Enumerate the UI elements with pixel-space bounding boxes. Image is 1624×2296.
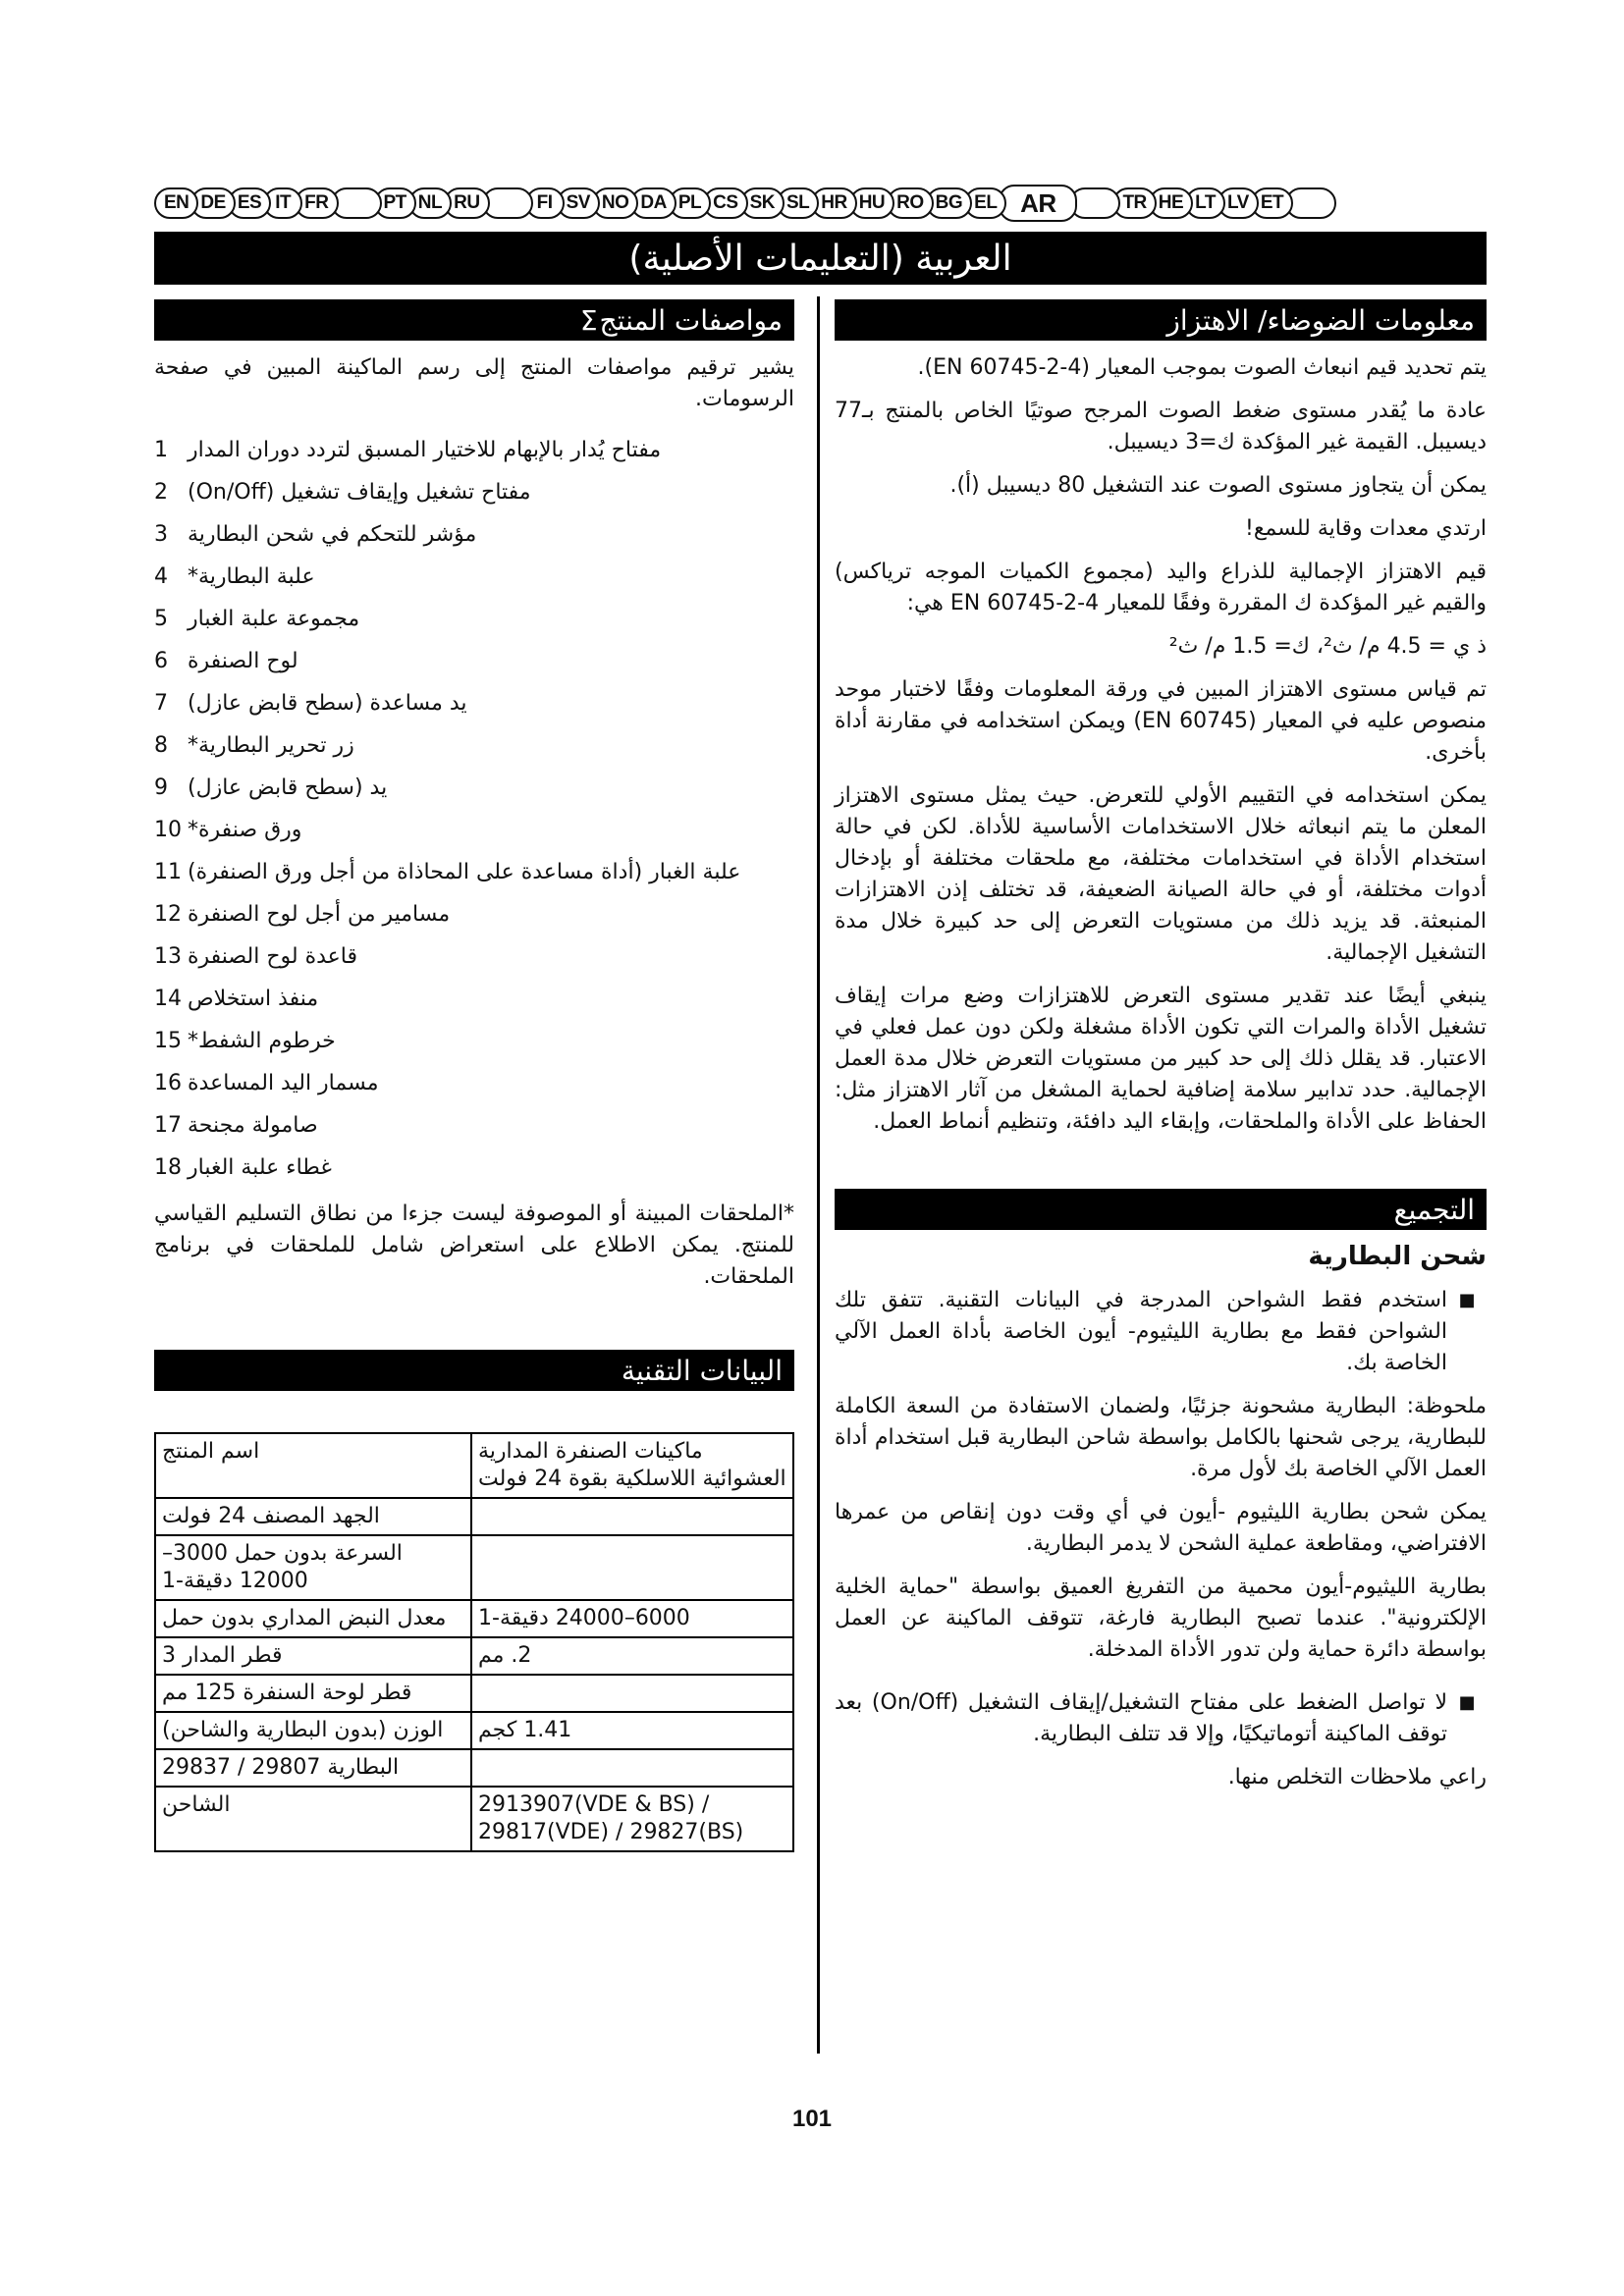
- bullet-square-icon: ■: [1458, 1290, 1476, 1310]
- assembly-heading: التجميع: [835, 1189, 1487, 1230]
- list-item-label: ورق صنفرة*: [188, 818, 302, 842]
- list-item: [154, 640, 794, 682]
- table-row: [155, 1637, 793, 1675]
- product-spec-intro: يشير ترقيم مواصفات المنتج إلى رسم الماكينة المبين في صفحة الرسومات.: [154, 355, 794, 411]
- language-tab-et: ET: [1251, 187, 1293, 219]
- product-spec-heading: مواصفات المنتج Σ: [154, 299, 794, 341]
- list-item-number: 6: [154, 649, 168, 673]
- list-item-number: 3: [154, 522, 168, 547]
- language-tab-no: NO: [592, 187, 639, 219]
- table-cell-label: الشاحن: [155, 1787, 471, 1851]
- language-tab-el: EL: [964, 187, 1006, 219]
- list-item-label: مفتاح يُدار بالإبهام للاختيار المسبق لتردد دوران المدار: [188, 438, 662, 462]
- language-tab-ro: RO: [887, 187, 934, 219]
- list-item: [154, 682, 794, 724]
- bullet-square-icon: ■: [1458, 1692, 1476, 1713]
- language-tab-he: HE: [1149, 187, 1193, 219]
- list-item-number: 5: [154, 607, 168, 631]
- list-item-number: 14: [154, 987, 182, 1011]
- table-cell-value: 2. مم: [471, 1637, 793, 1675]
- noise-paragraph: يتم تحديد قيم انبعاث الصوت بموجب المعيار (EN 60745-2-4).: [917, 355, 1487, 380]
- table-cell-label: الجهد المصنف 24 فولت: [155, 1498, 471, 1535]
- language-tab-fr: FR: [295, 187, 338, 219]
- table-cell-value: 6000–24000 دقيقة-1: [471, 1600, 793, 1637]
- noise-paragraph: ينبغي أيضًا عند تقدير مستوى التعرض للاهتزازات وضع مرات إيقاف تشغيل الأداة والمرات التي تكون الأداة مشغلة ولكن دون عمل فعلي في الاعتبار. قد يقلل ذلك إلى حد كبير من مستويات التعرض خلال مدة العمل الإجمالية. حدد تدابير سلامة إضافية لحماية المشغل من آثار الاهتزاز مثل: الحفاظ على الأداة والملحقات، وإبقاء اليد دافئة، وتنظيم أنماط العمل.: [835, 984, 1487, 1134]
- language-tab-strip: [154, 184, 1485, 223]
- language-tab-bg: BG: [926, 187, 973, 219]
- language-tab-sl: SL: [777, 187, 819, 219]
- list-item-label: يد (سطح قابض عازل): [188, 775, 388, 800]
- noise-paragraph: تم قياس مستوى الاهتزاز المبين في ورقة المعلومات وفقًا لاختبار موحد منصوص عليه في المعيار (EN 60745) ويمكن استخدامه في مقارنة أداة بأخرى.: [835, 677, 1487, 765]
- list-item: [154, 471, 794, 513]
- list-item-number: 2: [154, 480, 168, 505]
- list-item: [154, 935, 794, 978]
- language-tab-hr: HR: [811, 187, 856, 219]
- list-item: [154, 429, 794, 471]
- language-tab-lv: LV: [1218, 187, 1259, 219]
- language-tab-tr: TR: [1112, 187, 1156, 219]
- language-tab-lt: LT: [1185, 187, 1225, 219]
- list-item: [154, 598, 794, 640]
- list-item-label: غطاء علبة الغبار: [188, 1155, 332, 1180]
- language-tab-cs: CS: [703, 187, 747, 219]
- noise-paragraph: ارتدي معدات وقاية للسمع!: [1245, 516, 1487, 541]
- accessories-footnote: *الملحقات المبينة أو الموصوفة ليست جزءا من نطاق التسليم القياسي للمنتج. يمكن الاطلاع على استعراض شامل للملحقات في برنامج الملحقات.: [154, 1201, 794, 1289]
- list-item-label: علبة البطارية*: [188, 564, 315, 589]
- noise-paragraph: ذ ي = 4.5 م/ ث²، ك= 1.5 م/ ث²: [1168, 634, 1487, 659]
- list-item-number: 7: [154, 691, 168, 716]
- table-cell-value: 1.41 كجم: [471, 1712, 793, 1749]
- list-item: [154, 978, 794, 1020]
- list-item-label: صامولة مجنحة: [188, 1113, 318, 1138]
- table-cell-label: قطر المدار 3: [155, 1637, 471, 1675]
- list-item-label: قاعدة لوح الصنفرة: [188, 944, 358, 969]
- list-item-number: 4: [154, 564, 168, 589]
- table-cell-value: 2913907(VDE & BS) / 29817(VDE) / 29827(BS): [471, 1787, 793, 1851]
- language-tab-it: IT: [263, 187, 302, 219]
- table-cell-label: الوزن (بدون البطارية والشاحن): [155, 1712, 471, 1749]
- list-item-number: 13: [154, 944, 182, 969]
- list-item: [154, 767, 794, 809]
- noise-paragraph: عادة ما يُقدر مستوى ضغط الصوت المرجح صوتيًا الخاص بالمنتج بـ77 ديسيبل. القيمة غير المؤكدة ك=3 ديسيبل.: [835, 399, 1487, 454]
- language-tab-hu: HU: [849, 187, 894, 219]
- language-tab-sv: SV: [557, 187, 600, 219]
- list-item: [154, 556, 794, 598]
- list-item: [154, 513, 794, 556]
- right-column: [835, 299, 1487, 1793]
- list-item-label: لوح الصنفرة: [188, 649, 298, 673]
- list-item-number: 8: [154, 733, 168, 758]
- list-item: [154, 1147, 794, 1189]
- list-item-number: 17: [154, 1113, 182, 1138]
- list-item-label: مفتاح تشغيل وإيقاف تشغيل (On/Off): [188, 480, 531, 505]
- page-number: 101: [791, 2106, 833, 2132]
- language-tab-sk: SK: [740, 187, 785, 219]
- table-cell-label: السرعة بدون حمل 3000–12000 دقيقة-1: [155, 1535, 471, 1600]
- table-cell-value: [471, 1498, 793, 1535]
- list-item-label: مجموعة علبة الغبار: [188, 607, 360, 631]
- table-row: [155, 1498, 793, 1535]
- list-item-label: يد مساعدة (سطح قابض عازل): [188, 691, 467, 716]
- assembly-note: ملحوظة: البطارية مشحونة جزئيًا، ولضمان الاستفادة من السعة الكاملة للبطارية، يرجى شحنها بالكامل بواسطة شاحن البطارية قبل استخدام أداة العمل الآلي الخاصة بك لأول مرة.: [835, 1394, 1487, 1481]
- list-item: [154, 1104, 794, 1147]
- list-item: [154, 809, 794, 851]
- list-item-label: علبة الغبار (أداة مساعدة على المحاذاة من أجل ورق الصنفرة): [188, 860, 741, 884]
- noise-paragraph: قيم الاهتزاز الإجمالية للذراع واليد (مجموع الكميات الموجه ترياكس) والقيم غير المؤكدة ك المقررة وفقًا للمعيار EN 60745-2-4 هي:: [835, 560, 1487, 615]
- list-item-label: خرطوم الشفط*: [188, 1029, 336, 1053]
- noise-paragraphs: [835, 352, 1487, 1138]
- list-item-number: 1: [154, 438, 168, 462]
- list-item-number: 10: [154, 818, 182, 842]
- table-row: [155, 1675, 793, 1712]
- list-item-label: مؤشر للتحكم في شحن البطارية: [188, 522, 477, 547]
- assembly-paragraph: بطارية الليثيوم-أيون محمية من التفريغ العميق بواسطة "حماية الخلية الإلكترونية". عندما تصبح البطارية فارغة، تتوقف الماكينة عن العمل بواسطة دائرة حماية ولن تدور الأداة المدخلة.: [835, 1575, 1487, 1662]
- page-title: العربية (التعليمات الأصلية): [154, 232, 1487, 285]
- table-row: [155, 1712, 793, 1749]
- column-divider: [817, 296, 820, 2054]
- table-row: [155, 1535, 793, 1600]
- table-row: [155, 1787, 793, 1851]
- list-item: [154, 1062, 794, 1104]
- noise-paragraph: يمكن استخدامه في التقييم الأولي للتعرض. حيث يمثل مستوى الاهتزاز المعلن ما يتم انبعاثه خلال الاستخدامات الأساسية للأداة. لكن في حالة استخدام الأداة في استخدامات مختلفة، مع ملحقات مختلفة أو بإدخال أدوات مختلفة، أو في حالة الصيانة الضعيفة، قد تختلف إذن الاهتزازات المنبعثة. قد يزيد ذلك من مستويات التعرض إلى حد كبيرة خلال مدة التشغيل الإجمالية.: [835, 783, 1487, 965]
- language-tab-nl: NL: [408, 187, 452, 219]
- list-item-number: 18: [154, 1155, 182, 1180]
- table-cell-label: معدل النبض المداري بدون حمل: [155, 1600, 471, 1637]
- parts-list: [154, 429, 794, 1189]
- left-column: [154, 299, 794, 1852]
- noise-paragraph: يمكن أن يتجاوز مستوى الصوت عند التشغيل 80 ديسيبل (أ).: [949, 473, 1487, 498]
- technical-data-heading: البيانات التقنية: [154, 1350, 794, 1391]
- table-cell-label: اسم المنتج: [155, 1433, 471, 1498]
- table-cell-label: البطارية 29807 / 29837: [155, 1749, 471, 1787]
- list-item-number: 15: [154, 1029, 182, 1053]
- language-tab-da: DA: [630, 187, 676, 219]
- table-cell-label: قطر لوحة السنفرة 125 مم: [155, 1675, 471, 1712]
- battery-charging-subheading: شحن البطارية: [1308, 1242, 1487, 1271]
- table-row: [155, 1749, 793, 1787]
- language-tab-pt: PT: [374, 187, 416, 219]
- list-item: [154, 893, 794, 935]
- assembly-paragraph: راعي ملاحظات التخلص منها.: [1227, 1765, 1487, 1789]
- language-tab-fi: FI: [525, 187, 565, 219]
- list-item-number: 16: [154, 1071, 182, 1095]
- language-tab-es: ES: [228, 187, 271, 219]
- list-item: [154, 1020, 794, 1062]
- list-item-number: 9: [154, 775, 168, 800]
- language-tab-ar: AR: [999, 185, 1077, 222]
- table-cell-value: [471, 1675, 793, 1712]
- table-cell-value: [471, 1535, 793, 1600]
- language-tab-ru: RU: [444, 187, 489, 219]
- list-item-number: 11: [154, 860, 182, 884]
- list-item-label: زر تحرير البطارية*: [188, 733, 354, 758]
- table-row: [155, 1600, 793, 1637]
- table-cell-value: ماكينات الصنفرة المدارية العشوائية اللاسلكية بقوة 24 فولت: [471, 1433, 793, 1498]
- language-tab-pl: PL: [669, 187, 711, 219]
- language-tab-en: EN: [154, 187, 198, 219]
- technical-data-table: [154, 1432, 794, 1852]
- table-row: [155, 1433, 793, 1498]
- language-tab-de: DE: [190, 187, 235, 219]
- noise-heading: معلومات الضوضاء/ الاهتزاز: [835, 299, 1487, 341]
- assembly-paragraph: يمكن شحن بطارية الليثيوم -أيون في أي وقت دون إنقاص من عمرها الافتراضي، ومقاطعة عملية الشحن لا يدمر البطارية.: [835, 1500, 1487, 1556]
- list-item-label: مسامير من أجل لوح الصنفرة: [188, 902, 451, 927]
- bullet-item: ■ لا تواصل الضغط على مفتاح التشغيل/إيقاف التشغيل (On/Off) بعد توقف الماكينة أتوماتيكيًا، وإلا قد تتلف البطارية.: [835, 1687, 1487, 1750]
- list-item-label: مسمار اليد المساعدة: [188, 1071, 379, 1095]
- bullet-item: ■ استخدم فقط الشواحن المدرجة في البيانات التقنية. تتفق تلك الشواحن فقط مع بطارية الليثيوم- أيون الخاصة بأداة العمل الآلي الخاصة بك.: [835, 1285, 1487, 1379]
- list-item: [154, 724, 794, 767]
- list-item: [154, 851, 794, 893]
- language-tab-blank: [1069, 187, 1120, 219]
- list-item-label: منفذ استخلاص: [188, 987, 319, 1011]
- list-item-number: 12: [154, 902, 182, 927]
- table-cell-value: [471, 1749, 793, 1787]
